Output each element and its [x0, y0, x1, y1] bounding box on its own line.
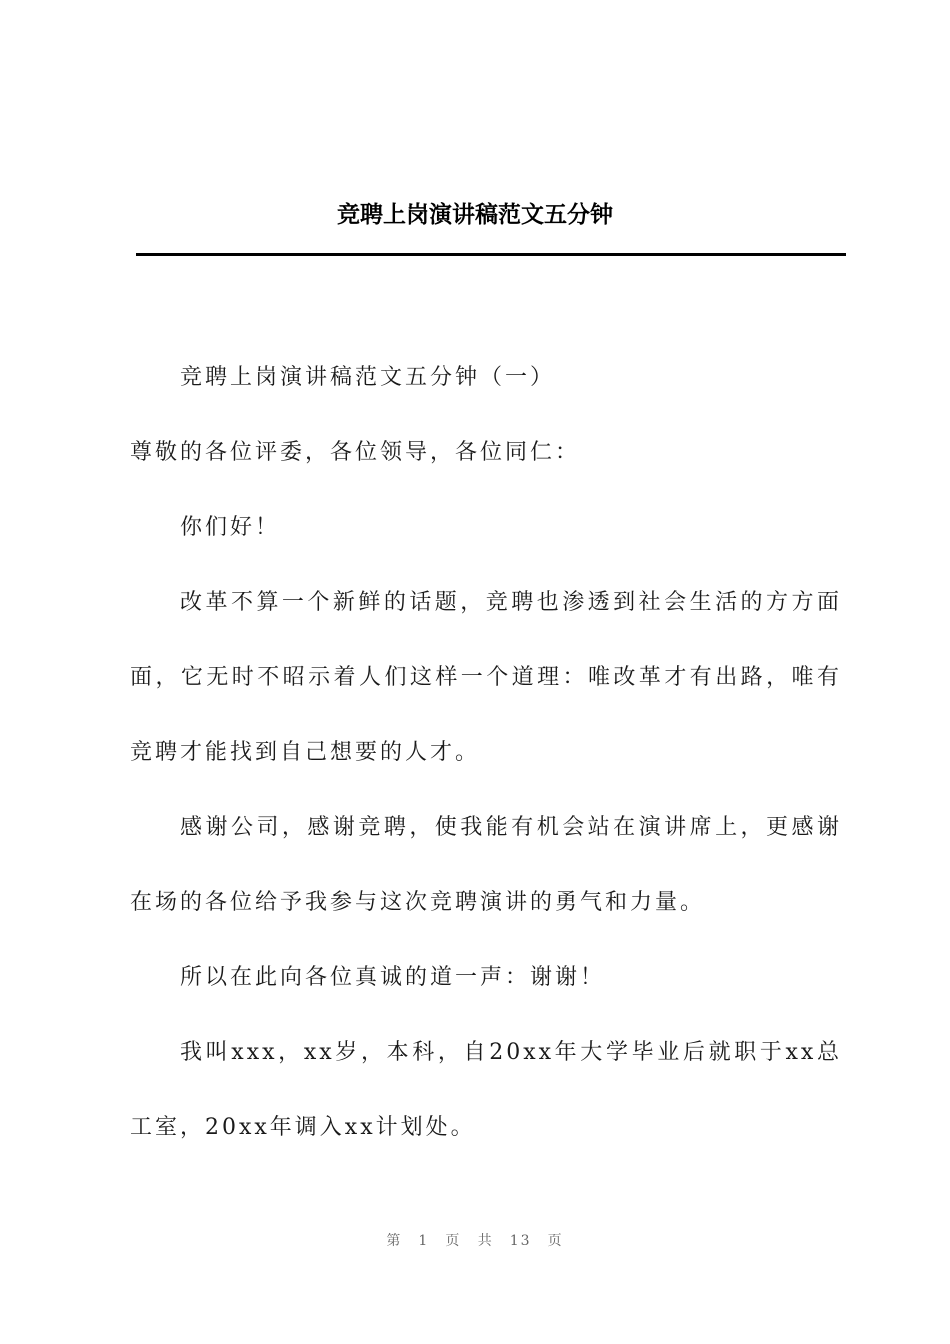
paragraph-section-heading: 竞聘上岗演讲稿范文五分钟（一） — [180, 365, 556, 390]
document-body — [130, 340, 842, 1165]
page-footer — [0, 1230, 950, 1250]
paragraph-salutation: 尊敬的各位评委，各位领导，各位同仁： — [130, 440, 581, 465]
paragraph-greeting: 你们好！ — [180, 515, 281, 540]
footer-current-page: 1 — [418, 1233, 430, 1249]
document-title: 竞聘上岗演讲稿范文五分钟 — [337, 201, 613, 228]
paragraph-reform: 改革不算一个新鲜的话题，竞聘也渗透到社会生活的方方面面，它无时不昭示着人们这样一个道理：唯改革才有出路，唯有竞聘才能找到自己想要的人才。 — [130, 590, 842, 765]
paragraph-thanks: 感谢公司，感谢竞聘，使我能有机会站在演讲席上，更感谢在场的各位给予我参与这次竞聘演讲的勇气和力量。 — [130, 815, 842, 915]
footer-label-pages: 页 — [547, 1233, 564, 1249]
footer-total-pages: 13 — [509, 1233, 532, 1249]
paragraph-self-intro: 我叫xxx，xx岁，本科，自20xx年大学毕业后就职于xx总工室，20xx年调入xx计划处。 — [130, 1040, 842, 1140]
paragraph-sincere-thanks: 所以在此向各位真诚的道一声：谢谢！ — [180, 965, 606, 990]
footer-label-page: 第 — [386, 1233, 403, 1249]
footer-label-of: 页 共 — [445, 1233, 494, 1249]
title-divider — [136, 253, 846, 256]
